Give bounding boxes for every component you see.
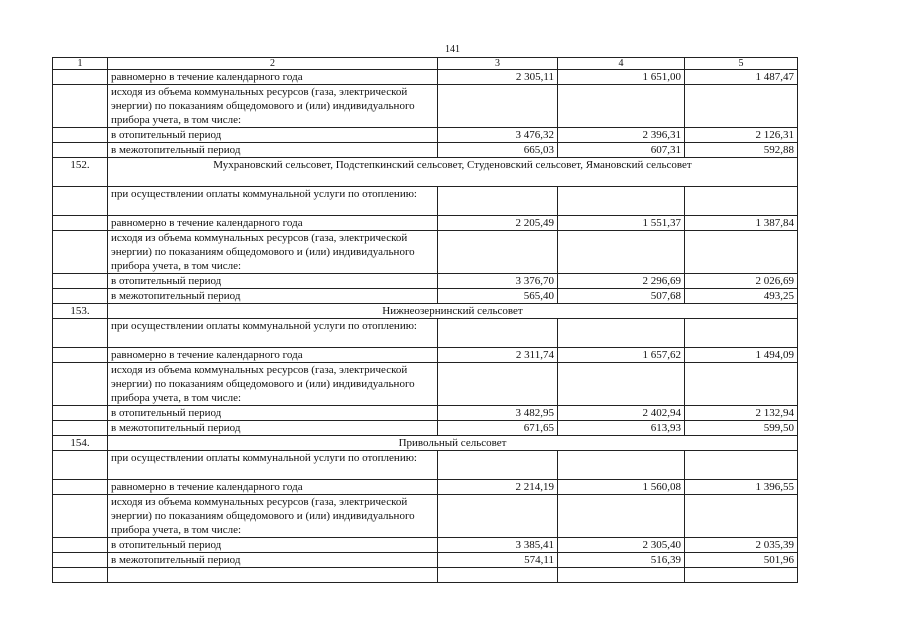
- value-c4: 1 560,08: [558, 480, 685, 495]
- value-c3: 3 385,41: [438, 538, 558, 553]
- value-c5: 592,88: [685, 143, 798, 158]
- value-c5: 501,96: [685, 553, 798, 568]
- table-row: [53, 363, 798, 406]
- page-number: 141: [445, 44, 460, 55]
- section-title: Мухрановский сельсовет, Подстепкинский сельсовет, Студеновский сельсовет, Ямановский сельсовет: [108, 158, 798, 187]
- table-row: [53, 436, 798, 451]
- table-row: [53, 143, 798, 158]
- value-c3: [438, 451, 558, 480]
- value-c5: 493,25: [685, 289, 798, 304]
- row-number: [53, 538, 108, 553]
- value-c3: 2 305,11: [438, 70, 558, 85]
- row-number: [53, 216, 108, 231]
- value-c4: [558, 495, 685, 538]
- value-c4: 507,68: [558, 289, 685, 304]
- table-row: [53, 421, 798, 436]
- row-description: исходя из объема коммунальных ресурсов (газа, электрической энергии) по показаниям общедомового и (или) индивидуального прибора учета, в том числе:: [108, 363, 438, 406]
- value-c4: [558, 319, 685, 348]
- value-c4: 1 551,37: [558, 216, 685, 231]
- value-c4: 2 296,69: [558, 274, 685, 289]
- row-description: при осуществлении оплаты коммунальной услуги по отоплению:: [108, 187, 438, 216]
- value-c4: [558, 363, 685, 406]
- value-c4: [558, 231, 685, 274]
- row-number: [53, 289, 108, 304]
- value-c4: 613,93: [558, 421, 685, 436]
- tariff-table: [52, 57, 798, 583]
- value-c5: [685, 363, 798, 406]
- value-c4: 2 402,94: [558, 406, 685, 421]
- section-title: Привольный сельсовет: [108, 436, 798, 451]
- value-c4: 607,31: [558, 143, 685, 158]
- table-row: [53, 319, 798, 348]
- value-c5: 2 126,31: [685, 128, 798, 143]
- row-number: 154.: [53, 436, 108, 451]
- value-c5: 2 132,94: [685, 406, 798, 421]
- row-description: при осуществлении оплаты коммунальной услуги по отоплению:: [108, 319, 438, 348]
- table-row: [53, 480, 798, 495]
- row-description: в отопительный период: [108, 274, 438, 289]
- value-c3: 665,03: [438, 143, 558, 158]
- header-cell-3: 3: [438, 58, 558, 70]
- row-number: [53, 70, 108, 85]
- row-number: [53, 553, 108, 568]
- row-description: равномерно в течение календарного года: [108, 70, 438, 85]
- table-row: [53, 406, 798, 421]
- empty-cell: [108, 568, 438, 583]
- table-row: [53, 216, 798, 231]
- value-c3: 3 376,70: [438, 274, 558, 289]
- value-c5: [685, 187, 798, 216]
- row-description: в отопительный период: [108, 538, 438, 553]
- header-cell-2: 2: [108, 58, 438, 70]
- tariff-table-body: [53, 58, 798, 583]
- row-number: [53, 231, 108, 274]
- value-c5: 1 387,84: [685, 216, 798, 231]
- row-number: [53, 421, 108, 436]
- table-row: [53, 187, 798, 216]
- value-c5: 1 396,55: [685, 480, 798, 495]
- value-c3: 574,11: [438, 553, 558, 568]
- value-c5: [685, 451, 798, 480]
- header-row: [53, 58, 798, 70]
- row-number: [53, 274, 108, 289]
- value-c4: 2 305,40: [558, 538, 685, 553]
- table-row: [53, 128, 798, 143]
- row-number: [53, 406, 108, 421]
- row-number: [53, 480, 108, 495]
- value-c3: [438, 319, 558, 348]
- row-description: в межотопительный период: [108, 553, 438, 568]
- row-description: исходя из объема коммунальных ресурсов (газа, электрической энергии) по показаниям общедомового и (или) индивидуального прибора учета, в том числе:: [108, 231, 438, 274]
- table-row: [53, 85, 798, 128]
- value-c5: 599,50: [685, 421, 798, 436]
- table-row: [53, 158, 798, 187]
- value-c3: [438, 363, 558, 406]
- row-number: [53, 348, 108, 363]
- value-c3: [438, 495, 558, 538]
- row-description: в межотопительный период: [108, 289, 438, 304]
- table-row: [53, 495, 798, 538]
- row-number: 152.: [53, 158, 108, 187]
- empty-cell: [558, 568, 685, 583]
- value-c3: 2 205,49: [438, 216, 558, 231]
- table-row: [53, 289, 798, 304]
- value-c3: 2 311,74: [438, 348, 558, 363]
- row-number: [53, 143, 108, 158]
- header-cell-4: 4: [558, 58, 685, 70]
- row-description: при осуществлении оплаты коммунальной услуги по отоплению:: [108, 451, 438, 480]
- table-row: [53, 70, 798, 85]
- row-number: [53, 128, 108, 143]
- value-c3: [438, 231, 558, 274]
- empty-cell: [438, 568, 558, 583]
- value-c3: [438, 85, 558, 128]
- value-c5: [685, 231, 798, 274]
- row-description: в межотопительный период: [108, 421, 438, 436]
- value-c3: 565,40: [438, 289, 558, 304]
- table-row: [53, 274, 798, 289]
- row-number: [53, 451, 108, 480]
- table-row: [53, 231, 798, 274]
- row-description: равномерно в течение календарного года: [108, 480, 438, 495]
- section-title: Нижнеозернинский сельсовет: [108, 304, 798, 319]
- row-number: [53, 319, 108, 348]
- header-cell-5: 5: [685, 58, 798, 70]
- table-row: [53, 553, 798, 568]
- row-number: [53, 495, 108, 538]
- row-description: равномерно в течение календарного года: [108, 348, 438, 363]
- value-c5: 1 494,09: [685, 348, 798, 363]
- value-c4: 516,39: [558, 553, 685, 568]
- header-cell-1: 1: [53, 58, 108, 70]
- value-c5: 2 026,69: [685, 274, 798, 289]
- value-c3: 3 482,95: [438, 406, 558, 421]
- row-number: [53, 187, 108, 216]
- row-description: в отопительный период: [108, 406, 438, 421]
- value-c3: [438, 187, 558, 216]
- value-c5: 2 035,39: [685, 538, 798, 553]
- row-description: исходя из объема коммунальных ресурсов (газа, электрической энергии) по показаниям общедомового и (или) индивидуального прибора учета, в том числе:: [108, 85, 438, 128]
- row-description: в межотопительный период: [108, 143, 438, 158]
- row-description: равномерно в течение календарного года: [108, 216, 438, 231]
- value-c5: 1 487,47: [685, 70, 798, 85]
- value-c3: 671,65: [438, 421, 558, 436]
- value-c5: [685, 85, 798, 128]
- empty-cell: [685, 568, 798, 583]
- value-c5: [685, 495, 798, 538]
- table-row: [53, 304, 798, 319]
- table-row: [53, 538, 798, 553]
- value-c3: 3 476,32: [438, 128, 558, 143]
- value-c4: [558, 85, 685, 128]
- row-description: исходя из объема коммунальных ресурсов (газа, электрической энергии) по показаниям общедомового и (или) индивидуального прибора учета, в том числе:: [108, 495, 438, 538]
- value-c4: [558, 451, 685, 480]
- table-row: [53, 348, 798, 363]
- row-number: [53, 85, 108, 128]
- empty-cell: [53, 568, 108, 583]
- empty-row: [53, 568, 798, 583]
- value-c3: 2 214,19: [438, 480, 558, 495]
- value-c4: [558, 187, 685, 216]
- value-c4: 1 657,62: [558, 348, 685, 363]
- value-c4: 1 651,00: [558, 70, 685, 85]
- row-number: [53, 363, 108, 406]
- row-number: 153.: [53, 304, 108, 319]
- value-c4: 2 396,31: [558, 128, 685, 143]
- value-c5: [685, 319, 798, 348]
- row-description: в отопительный период: [108, 128, 438, 143]
- table-row: [53, 451, 798, 480]
